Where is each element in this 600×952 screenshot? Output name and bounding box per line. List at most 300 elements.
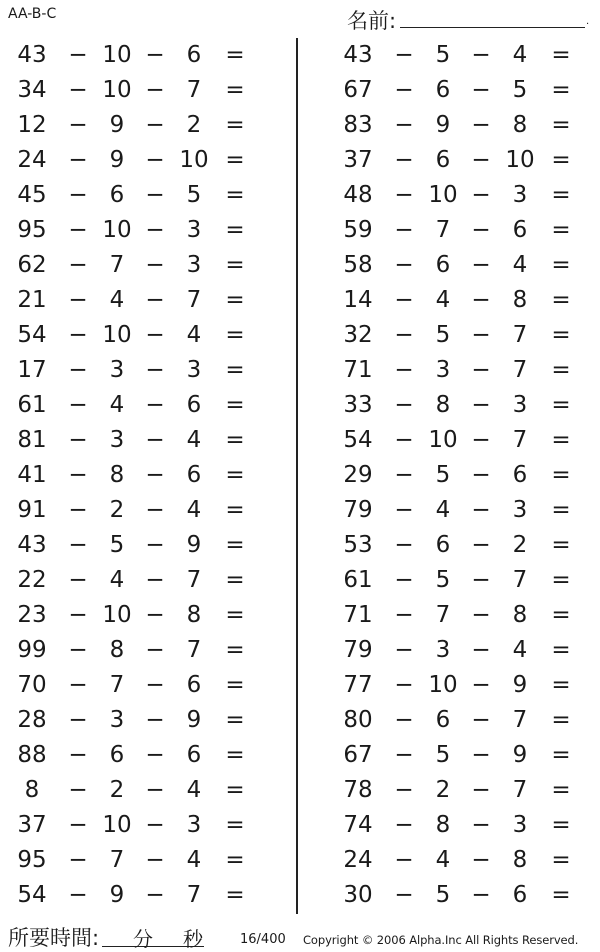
minus-sign: − <box>145 567 165 593</box>
second-number: 5 <box>435 882 451 908</box>
first-number: 29 <box>343 462 373 488</box>
minus-sign: − <box>394 497 414 523</box>
third-number: 7 <box>186 637 202 663</box>
equals-sign: = <box>551 42 571 68</box>
problem-row <box>0 668 270 703</box>
first-number: 99 <box>17 637 47 663</box>
first-number: 88 <box>17 742 47 768</box>
second-number: 2 <box>109 777 125 803</box>
equals-sign: = <box>551 497 571 523</box>
first-number: 28 <box>17 707 47 733</box>
equals-sign: = <box>551 602 571 628</box>
second-number: 5 <box>109 532 125 558</box>
equals-sign: = <box>225 497 245 523</box>
first-number: 24 <box>17 147 47 173</box>
problem-row <box>326 38 596 73</box>
page-number: 16/400 <box>240 932 286 947</box>
first-number: 59 <box>343 217 373 243</box>
equals-sign: = <box>225 42 245 68</box>
column-divider <box>296 38 298 914</box>
problem-row <box>0 353 270 388</box>
problem-row <box>0 283 270 318</box>
third-number: 3 <box>186 357 202 383</box>
problem-row <box>0 248 270 283</box>
problem-row <box>326 248 596 283</box>
minus-sign: − <box>68 322 88 348</box>
problem-row <box>0 458 270 493</box>
minus-sign: − <box>68 147 88 173</box>
third-number: 4 <box>186 847 202 873</box>
first-number: 12 <box>17 112 47 138</box>
problem-row <box>0 843 270 878</box>
equals-sign: = <box>225 847 245 873</box>
third-number: 4 <box>512 42 528 68</box>
minus-sign: − <box>145 882 165 908</box>
third-number: 6 <box>186 392 202 418</box>
minus-sign: − <box>394 322 414 348</box>
minus-sign: − <box>394 357 414 383</box>
first-number: 54 <box>343 427 373 453</box>
equals-sign: = <box>225 637 245 663</box>
problem-row <box>0 38 270 73</box>
equals-sign: = <box>551 287 571 313</box>
second-number: 5 <box>435 742 451 768</box>
equals-sign: = <box>551 252 571 278</box>
problem-row <box>326 808 596 843</box>
equals-sign: = <box>551 672 571 698</box>
second-number: 6 <box>435 252 451 278</box>
minus-sign: − <box>68 742 88 768</box>
minus-sign: − <box>471 252 491 278</box>
minus-sign: − <box>394 812 414 838</box>
second-number: 4 <box>109 567 125 593</box>
equals-sign: = <box>225 602 245 628</box>
first-number: 54 <box>17 322 47 348</box>
third-number: 5 <box>186 182 202 208</box>
problem-row <box>326 178 596 213</box>
third-number: 4 <box>186 427 202 453</box>
third-number: 8 <box>512 847 528 873</box>
minus-sign: − <box>394 147 414 173</box>
problem-row <box>326 353 596 388</box>
first-number: 54 <box>17 882 47 908</box>
second-number: 7 <box>435 217 451 243</box>
problem-row <box>0 773 270 808</box>
first-number: 24 <box>343 847 373 873</box>
minus-sign: − <box>471 287 491 313</box>
second-number: 3 <box>109 357 125 383</box>
minus-sign: − <box>394 252 414 278</box>
second-number: 5 <box>435 462 451 488</box>
second-number: 6 <box>435 707 451 733</box>
minus-sign: − <box>471 497 491 523</box>
minus-sign: − <box>394 742 414 768</box>
problem-row <box>0 423 270 458</box>
problem-row <box>326 493 596 528</box>
equals-sign: = <box>551 392 571 418</box>
first-number: 23 <box>17 602 47 628</box>
third-number: 6 <box>186 672 202 698</box>
problem-row <box>326 283 596 318</box>
problem-row <box>326 633 596 668</box>
equals-sign: = <box>225 777 245 803</box>
footer <box>0 918 600 952</box>
second-number: 4 <box>435 847 451 873</box>
minus-sign: − <box>471 42 491 68</box>
problem-row <box>0 73 270 108</box>
second-number: 8 <box>109 637 125 663</box>
second-number: 8 <box>109 462 125 488</box>
problem-row <box>0 738 270 773</box>
problem-row <box>0 108 270 143</box>
problem-row <box>326 143 596 178</box>
equals-sign: = <box>551 322 571 348</box>
third-number: 6 <box>186 462 202 488</box>
first-number: 83 <box>343 112 373 138</box>
minus-sign: − <box>145 742 165 768</box>
minus-sign: − <box>145 147 165 173</box>
equals-sign: = <box>551 567 571 593</box>
first-number: 62 <box>17 252 47 278</box>
third-number: 6 <box>186 42 202 68</box>
first-number: 95 <box>17 217 47 243</box>
third-number: 8 <box>512 287 528 313</box>
minus-sign: − <box>471 672 491 698</box>
first-number: 74 <box>343 812 373 838</box>
equals-sign: = <box>551 217 571 243</box>
first-number: 33 <box>343 392 373 418</box>
second-number: 3 <box>435 357 451 383</box>
third-number: 2 <box>512 532 528 558</box>
minus-sign: − <box>471 847 491 873</box>
third-number: 7 <box>512 322 528 348</box>
equals-sign: = <box>551 147 571 173</box>
first-number: 22 <box>17 567 47 593</box>
minus-sign: − <box>471 812 491 838</box>
minus-sign: − <box>471 882 491 908</box>
minus-sign: − <box>68 357 88 383</box>
third-number: 9 <box>512 742 528 768</box>
minus-sign: − <box>68 532 88 558</box>
first-number: 71 <box>343 357 373 383</box>
second-number: 7 <box>109 252 125 278</box>
third-number: 6 <box>186 742 202 768</box>
minus-sign: − <box>145 812 165 838</box>
equals-sign: = <box>225 357 245 383</box>
minus-sign: − <box>471 602 491 628</box>
second-number: 10 <box>428 427 458 453</box>
minus-sign: − <box>471 707 491 733</box>
minus-sign: − <box>471 182 491 208</box>
third-number: 8 <box>186 602 202 628</box>
first-number: 79 <box>343 637 373 663</box>
third-number: 4 <box>186 322 202 348</box>
minus-sign: − <box>68 497 88 523</box>
third-number: 3 <box>186 812 202 838</box>
second-number: 2 <box>109 497 125 523</box>
minus-sign: − <box>68 567 88 593</box>
equals-sign: = <box>551 882 571 908</box>
minus-sign: − <box>471 462 491 488</box>
equals-sign: = <box>225 742 245 768</box>
minus-sign: − <box>471 322 491 348</box>
minus-sign: − <box>145 392 165 418</box>
minus-sign: − <box>394 427 414 453</box>
third-number: 4 <box>186 777 202 803</box>
third-number: 3 <box>512 182 528 208</box>
first-number: 61 <box>17 392 47 418</box>
first-number: 45 <box>17 182 47 208</box>
minus-sign: − <box>394 637 414 663</box>
worksheet-code: AA-B-C <box>8 6 57 22</box>
equals-sign: = <box>225 462 245 488</box>
first-number: 80 <box>343 707 373 733</box>
minus-sign: − <box>394 287 414 313</box>
third-number: 7 <box>186 567 202 593</box>
minus-sign: − <box>471 77 491 103</box>
third-number: 9 <box>186 707 202 733</box>
equals-sign: = <box>551 77 571 103</box>
equals-sign: = <box>225 882 245 908</box>
second-number: 4 <box>435 287 451 313</box>
minus-sign: − <box>145 42 165 68</box>
second-number: 8 <box>435 812 451 838</box>
third-number: 4 <box>512 637 528 663</box>
third-number: 3 <box>512 812 528 838</box>
minus-sign: − <box>68 847 88 873</box>
minus-sign: − <box>145 322 165 348</box>
problem-row <box>326 738 596 773</box>
minus-sign: − <box>68 462 88 488</box>
problem-row <box>0 633 270 668</box>
problem-row <box>326 73 596 108</box>
minutes-label: 分 <box>133 927 153 951</box>
minus-sign: − <box>145 77 165 103</box>
second-number: 10 <box>102 322 132 348</box>
equals-sign: = <box>225 567 245 593</box>
minus-sign: − <box>394 567 414 593</box>
second-number: 4 <box>109 392 125 418</box>
equals-sign: = <box>225 252 245 278</box>
minus-sign: − <box>471 112 491 138</box>
first-number: 34 <box>17 77 47 103</box>
minus-sign: − <box>145 847 165 873</box>
first-number: 43 <box>17 532 47 558</box>
first-number: 53 <box>343 532 373 558</box>
second-number: 4 <box>435 497 451 523</box>
problem-row <box>0 318 270 353</box>
equals-sign: = <box>551 742 571 768</box>
minus-sign: − <box>68 602 88 628</box>
problem-column-left <box>0 38 270 913</box>
minus-sign: − <box>145 217 165 243</box>
equals-sign: = <box>225 217 245 243</box>
second-number: 10 <box>102 77 132 103</box>
second-number: 9 <box>109 112 125 138</box>
minus-sign: − <box>394 707 414 733</box>
minus-sign: − <box>68 77 88 103</box>
problem-row <box>326 108 596 143</box>
first-number: 48 <box>343 182 373 208</box>
minus-sign: − <box>471 357 491 383</box>
equals-sign: = <box>551 462 571 488</box>
third-number: 4 <box>512 252 528 278</box>
equals-sign: = <box>551 637 571 663</box>
third-number: 3 <box>186 217 202 243</box>
third-number: 2 <box>186 112 202 138</box>
minus-sign: − <box>145 357 165 383</box>
problem-row <box>0 703 270 738</box>
first-number: 91 <box>17 497 47 523</box>
problem-row <box>326 528 596 563</box>
minus-sign: − <box>145 182 165 208</box>
equals-sign: = <box>225 287 245 313</box>
third-number: 9 <box>512 672 528 698</box>
problem-row <box>326 318 596 353</box>
minus-sign: − <box>145 112 165 138</box>
second-number: 7 <box>435 602 451 628</box>
third-number: 7 <box>186 77 202 103</box>
problem-row <box>0 388 270 423</box>
second-number: 5 <box>435 322 451 348</box>
minus-sign: − <box>68 392 88 418</box>
second-number: 3 <box>435 637 451 663</box>
minus-sign: − <box>145 707 165 733</box>
minus-sign: − <box>68 42 88 68</box>
minus-sign: − <box>68 112 88 138</box>
first-number: 70 <box>17 672 47 698</box>
equals-sign: = <box>551 707 571 733</box>
third-number: 7 <box>186 287 202 313</box>
equals-sign: = <box>225 112 245 138</box>
third-number: 7 <box>186 882 202 908</box>
equals-sign: = <box>225 532 245 558</box>
problem-row <box>326 703 596 738</box>
minus-sign: − <box>394 217 414 243</box>
minus-sign: − <box>471 147 491 173</box>
problem-row <box>326 423 596 458</box>
first-number: 14 <box>343 287 373 313</box>
problem-row <box>0 598 270 633</box>
minus-sign: − <box>471 637 491 663</box>
second-number: 7 <box>109 847 125 873</box>
minus-sign: − <box>471 217 491 243</box>
minus-sign: − <box>68 812 88 838</box>
minus-sign: − <box>145 252 165 278</box>
problem-row <box>0 808 270 843</box>
equals-sign: = <box>551 777 571 803</box>
first-number: 43 <box>17 42 47 68</box>
second-number: 6 <box>109 742 125 768</box>
minus-sign: − <box>145 497 165 523</box>
minus-sign: − <box>394 462 414 488</box>
third-number: 10 <box>505 147 535 173</box>
minus-sign: − <box>394 602 414 628</box>
third-number: 3 <box>512 497 528 523</box>
third-number: 8 <box>512 602 528 628</box>
minus-sign: − <box>145 462 165 488</box>
third-number: 7 <box>512 567 528 593</box>
minus-sign: − <box>394 77 414 103</box>
first-number: 32 <box>343 322 373 348</box>
first-number: 58 <box>343 252 373 278</box>
second-number: 10 <box>102 42 132 68</box>
equals-sign: = <box>551 112 571 138</box>
first-number: 21 <box>17 287 47 313</box>
third-number: 7 <box>512 777 528 803</box>
problem-row <box>326 388 596 423</box>
minus-sign: − <box>68 637 88 663</box>
third-number: 9 <box>186 532 202 558</box>
equals-sign: = <box>225 812 245 838</box>
problem-row <box>326 563 596 598</box>
first-number: 17 <box>17 357 47 383</box>
third-number: 5 <box>512 77 528 103</box>
second-number: 10 <box>102 602 132 628</box>
minus-sign: − <box>471 532 491 558</box>
minus-sign: − <box>68 217 88 243</box>
equals-sign: = <box>225 427 245 453</box>
second-number: 3 <box>109 707 125 733</box>
minus-sign: − <box>394 112 414 138</box>
equals-sign: = <box>225 147 245 173</box>
problem-row <box>326 458 596 493</box>
minus-sign: − <box>145 427 165 453</box>
minus-sign: − <box>68 777 88 803</box>
problem-column-right <box>326 38 596 913</box>
equals-sign: = <box>551 182 571 208</box>
third-number: 6 <box>512 462 528 488</box>
second-number: 4 <box>109 287 125 313</box>
equals-sign: = <box>551 847 571 873</box>
minus-sign: − <box>394 777 414 803</box>
second-number: 9 <box>109 882 125 908</box>
name-underline[interactable] <box>400 27 585 28</box>
minus-sign: − <box>145 637 165 663</box>
minus-sign: − <box>471 777 491 803</box>
problem-row <box>0 178 270 213</box>
second-number: 5 <box>435 42 451 68</box>
problem-row <box>0 213 270 248</box>
second-number: 10 <box>428 182 458 208</box>
third-number: 6 <box>512 882 528 908</box>
third-number: 3 <box>186 252 202 278</box>
problem-row <box>326 213 596 248</box>
problem-row <box>0 493 270 528</box>
minus-sign: − <box>145 672 165 698</box>
minus-sign: − <box>394 847 414 873</box>
second-number: 8 <box>435 392 451 418</box>
second-number: 10 <box>102 812 132 838</box>
problem-row <box>326 878 596 913</box>
minus-sign: − <box>471 567 491 593</box>
equals-sign: = <box>225 672 245 698</box>
problem-row <box>0 143 270 178</box>
minus-sign: − <box>394 392 414 418</box>
minus-sign: − <box>145 532 165 558</box>
third-number: 7 <box>512 357 528 383</box>
minus-sign: − <box>68 882 88 908</box>
first-number: 81 <box>17 427 47 453</box>
first-number: 71 <box>343 602 373 628</box>
third-number: 3 <box>512 392 528 418</box>
minus-sign: − <box>145 602 165 628</box>
minus-sign: − <box>394 42 414 68</box>
third-number: 4 <box>186 497 202 523</box>
minus-sign: − <box>68 707 88 733</box>
name-end-dot: . <box>586 16 590 27</box>
copyright-notice: Copyright © 2006 Alpha.Inc All Rights Reserved. <box>303 933 579 947</box>
